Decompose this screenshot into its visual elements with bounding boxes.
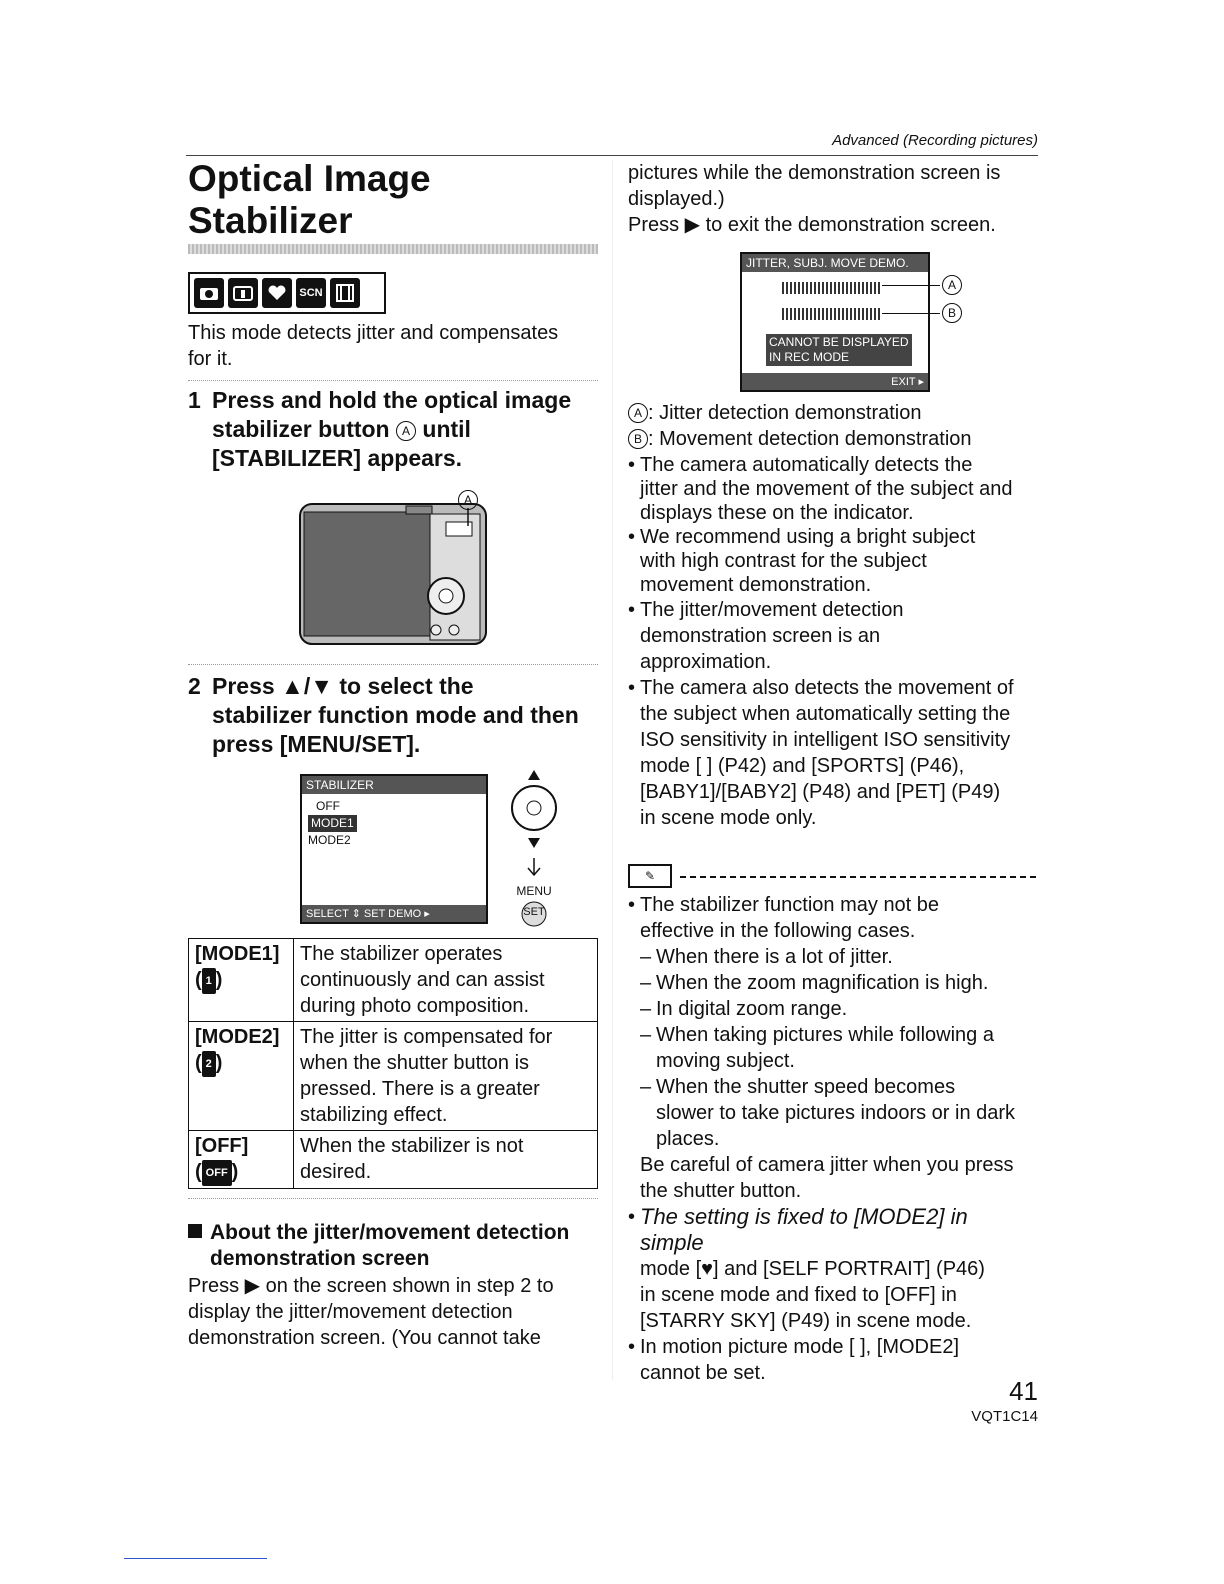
list-item: • The jitter/movement detection demonstration screen is an approximation. bbox=[628, 597, 1036, 675]
marker-a: A bbox=[396, 421, 416, 441]
stabilizer-off-icon: OFF bbox=[202, 1160, 232, 1186]
text-line: pictures while the demonstration screen is bbox=[628, 162, 1001, 184]
list-item: • In motion picture mode [ ], [MODE2] cannot be set. bbox=[628, 1334, 1036, 1386]
mode-desc-line: The jitter is compensated for bbox=[300, 1026, 553, 1048]
mode-key: [MODE1] bbox=[195, 943, 280, 965]
mode-desc-line: during photo composition. bbox=[300, 995, 530, 1017]
stabilizer-mode2-icon: 2 bbox=[202, 1051, 216, 1077]
divider bbox=[188, 664, 598, 666]
text-line: displayed.) bbox=[628, 188, 725, 210]
heading-text: About the jitter/movement detection bbox=[210, 1221, 570, 1244]
marker-a: A bbox=[458, 490, 478, 510]
note-rule bbox=[680, 876, 1036, 878]
list-item: – When the shutter speed becomes slower to take pictures indoors or in dark places. bbox=[628, 1074, 1036, 1152]
step-text: Press ▲/▼ to select the bbox=[212, 673, 474, 699]
about-line: demonstration screen. (You cannot take bbox=[188, 1327, 541, 1349]
marker-a: A bbox=[628, 403, 648, 423]
table-row bbox=[189, 939, 598, 1022]
page-title bbox=[188, 158, 431, 242]
movie-icon bbox=[330, 278, 360, 308]
applicable-modes bbox=[188, 272, 386, 314]
demo-message bbox=[766, 334, 912, 366]
movement-indicator bbox=[782, 308, 882, 320]
step-text: [STABILIZER] appears. bbox=[212, 445, 463, 471]
table-row bbox=[189, 1131, 598, 1189]
title-underline-bar bbox=[188, 244, 598, 254]
menu-label: MENU bbox=[516, 884, 552, 898]
mode-key-cell: [OFF] ( OFF ) bbox=[189, 1131, 294, 1189]
modes-table bbox=[188, 938, 598, 1189]
column-divider bbox=[612, 160, 613, 1380]
title-line-1: Optical Image bbox=[188, 158, 431, 199]
step-text: Press and hold the optical image bbox=[212, 387, 572, 413]
mode-desc-cell bbox=[294, 939, 598, 1022]
page-number: 41 bbox=[1009, 1376, 1038, 1406]
note-careful: Be careful of camera jitter when you press the shutter button. bbox=[640, 1154, 1014, 1202]
menu-option-selected: MODE1 bbox=[308, 815, 357, 832]
marker-b: B bbox=[942, 303, 962, 323]
intro-text bbox=[188, 320, 598, 372]
note-icon: ✎ bbox=[628, 864, 672, 888]
mode-desc-line: stabilizing effect. bbox=[300, 1104, 448, 1126]
stabilizer-menu-screen bbox=[300, 774, 488, 924]
list-item: – When the zoom magnification is high. bbox=[628, 970, 1036, 996]
mode-desc-line: pressed. There is a greater bbox=[300, 1078, 540, 1100]
demo-message-line: IN REC MODE bbox=[769, 350, 850, 364]
scn-icon: SCN bbox=[296, 278, 326, 308]
mode-desc-line: The stabilizer operates bbox=[300, 943, 503, 965]
step-text: stabilizer button bbox=[212, 416, 396, 442]
title-line-2: Stabilizer bbox=[188, 200, 353, 241]
menu-option: OFF bbox=[316, 799, 340, 813]
right-intro bbox=[628, 160, 1036, 238]
jitter-indicator bbox=[782, 282, 882, 294]
step-1 bbox=[188, 386, 598, 473]
step-number: 2 bbox=[188, 673, 201, 699]
marker-a: A bbox=[942, 275, 962, 295]
list-item: – In digital zoom range. bbox=[628, 996, 1036, 1022]
intelligent-iso-icon bbox=[228, 278, 258, 308]
bullet-list bbox=[628, 453, 1036, 831]
mode-key: [OFF] bbox=[195, 1135, 249, 1157]
legend-text: : Movement detection demonstration bbox=[648, 428, 972, 450]
step-text: until bbox=[416, 416, 471, 442]
step-2 bbox=[188, 672, 598, 759]
footer-line bbox=[124, 1558, 267, 1559]
intro-line: This mode detects jitter and compensates bbox=[188, 322, 559, 344]
list-item: • The stabilizer function may not be effective in the following cases. bbox=[628, 892, 1036, 944]
mode-desc-line: When the stabilizer is not bbox=[300, 1135, 524, 1157]
list-item: • The camera automatically detects the jitter and the movement of the subject and displays these on the indicator. bbox=[628, 453, 1036, 525]
mode-desc-cell bbox=[294, 1131, 598, 1189]
text-line: Press ▶ to exit the demonstration screen. bbox=[628, 214, 996, 236]
menu-title: STABILIZER bbox=[302, 776, 486, 794]
divider bbox=[188, 380, 598, 382]
legend bbox=[628, 400, 1036, 452]
about-line: display the jitter/movement detection bbox=[188, 1301, 513, 1323]
table-row bbox=[189, 1022, 598, 1131]
legend-text: : Jitter detection demonstration bbox=[648, 402, 922, 424]
menu-footer: SELECT ⇕ SET DEMO ▸ bbox=[302, 905, 486, 922]
set-label: SET bbox=[523, 906, 545, 918]
leader-line-b bbox=[882, 313, 940, 314]
section-header: Advanced (Recording pictures) bbox=[832, 132, 1038, 149]
mode-desc-line: continuously and can assist bbox=[300, 969, 545, 991]
note-list bbox=[628, 892, 1036, 1386]
leader-line-a bbox=[882, 285, 940, 286]
list-item: – When there is a lot of jitter. bbox=[628, 944, 1036, 970]
header-rule bbox=[186, 155, 1038, 156]
step-text: press [MENU/SET]. bbox=[212, 731, 421, 757]
camera-icon bbox=[194, 278, 224, 308]
mode-key: [MODE2] bbox=[195, 1026, 280, 1048]
step-number: 1 bbox=[188, 387, 201, 413]
stabilizer-mode1-icon: 1 bbox=[202, 968, 216, 994]
heading-text: demonstration screen bbox=[210, 1247, 430, 1270]
list-item: – When taking pictures while following a moving subject. bbox=[628, 1022, 1036, 1074]
demo-title: JITTER, SUBJ. MOVE DEMO. bbox=[742, 254, 928, 272]
mode-desc-line: when the shutter button is bbox=[300, 1052, 530, 1074]
intro-line: for it. bbox=[188, 348, 233, 370]
list-item: • The setting is fixed to [MODE2] in simple mode [♥] and [SELF PORTRAIT] (P46) in scene mode and fixed to [OFF] in [STARRY SKY] (P49) in scene mode. bbox=[628, 1204, 1036, 1334]
list-item: • The camera also detects the movement of the subject when automatically setting the ISO sensitivity in intelligent ISO sensitivity mode [ ] (P42) and [SPORTS] (P46), [BABY1]/[BABY2] (P48) and [PET] (P49) in scene mode only. bbox=[628, 675, 1036, 831]
document-code: VQT1C14 bbox=[971, 1408, 1038, 1425]
divider bbox=[188, 1198, 598, 1200]
square-bullet-icon bbox=[188, 1224, 202, 1238]
marker-b: B bbox=[628, 429, 648, 449]
list-item: • We recommend using a bright subject with high contrast for the subject movement demonstration. bbox=[628, 525, 1036, 597]
mode-key-cell: [MODE1] ( 1 ) bbox=[189, 939, 294, 1022]
about-text bbox=[188, 1273, 598, 1351]
demo-exit: EXIT ▸ bbox=[742, 373, 928, 390]
about-heading bbox=[188, 1220, 598, 1272]
mode-key-cell: [MODE2] ( 2 ) bbox=[189, 1022, 294, 1131]
about-line: Press ▶ on the screen shown in step 2 to bbox=[188, 1275, 554, 1297]
baby-icon bbox=[262, 278, 292, 308]
step-text: stabilizer function mode and then bbox=[212, 702, 579, 728]
mode-desc-line: desired. bbox=[300, 1161, 372, 1183]
demo-screen bbox=[740, 252, 930, 392]
demo-message-line: CANNOT BE DISPLAYED bbox=[769, 335, 909, 349]
menu-option: MODE2 bbox=[308, 833, 351, 847]
mode-desc-cell bbox=[294, 1022, 598, 1131]
